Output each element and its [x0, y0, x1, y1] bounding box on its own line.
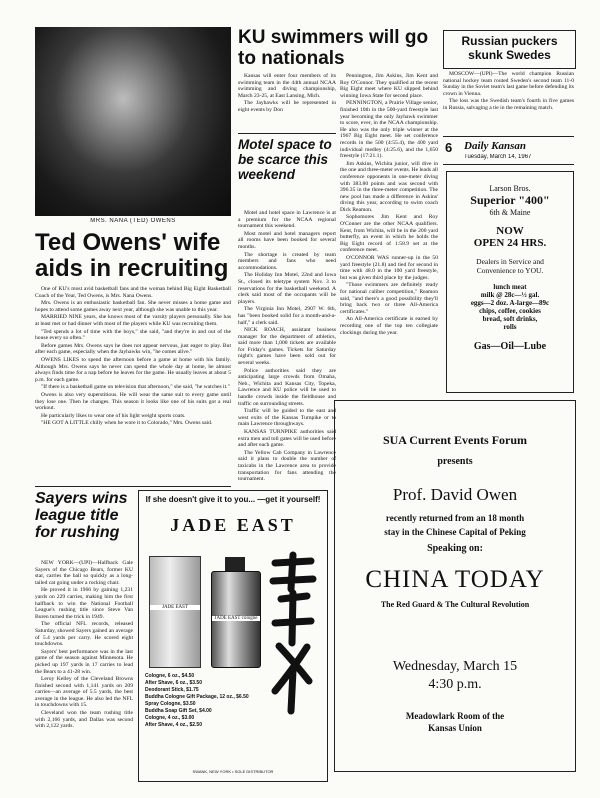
- russian-headline-box: [443, 30, 576, 69]
- larson-line: Larson Bros.: [489, 184, 531, 193]
- motel-para: The Holiday Inn Motel, 22nd and Iowa St., closed its teletype system Nov. 3 to reservations for the basketball weekend. A clerk said most of the occupants will be players.: [238, 272, 336, 305]
- photo-caption: MRS. NANA (TED) OWENS: [90, 218, 176, 224]
- motel-para: The shortage is created by team members and fans who need accommodations.: [238, 251, 336, 271]
- sayers-article: [35, 560, 133, 775]
- swimmers-para: Sophomores Jim Kent and Roy O'Conner are the other NCAA qualifiers. Kent, from Wichita, will be in the 200 yard butterfly, an event in which he holds the Big Eight record of 1:58.9 set at the conference meet.: [340, 214, 438, 254]
- owens-article: [35, 286, 231, 478]
- owens-para: One of KU's most avid basketball fans and the woman behind Big Eight Basketball Coach of the Year, Ted Owens, is Mrs. Nana Owens.: [35, 286, 231, 299]
- forum-line: SUA Current Events Forum: [382, 433, 528, 447]
- motel-para: The Virginia Inn Motel, 2907 W. 6th, has "been booked solid for a month-and-a-half," a clerk said.: [238, 306, 336, 326]
- owens-headline: Ted Owens' wife aids in recruiting: [35, 230, 229, 282]
- owens-para: OWENS LIKES to spend the afternoon before a game at home with his family. Although Mrs. Owens says he never can spend the whole day at home, he almost always finds time for a nap before he leaves for the game. He usually leaves at about 5 p.m. for each game.: [35, 356, 231, 383]
- sayers-para: Leroy Kelley of the Cleveland Browns finished second with 1,141 yards on 209 carries—an average of 5.5 yards, the best average in the league. He also led the NFL in touchdowns with 15.: [35, 676, 133, 709]
- larson-line: bread, soft drinks,: [482, 315, 538, 323]
- owens-para: He particularly likes to wear one of his light weight sports coats.: [41, 412, 186, 419]
- price-item: Spray Cologne, $3.50: [145, 701, 196, 707]
- forum-line: Speaking on:: [427, 543, 483, 554]
- bottle-label: [212, 616, 260, 621]
- forum-line: recently returned from an 18 month: [385, 513, 525, 523]
- motel-para: KANSAS TURNPIKE authorities said extra men and toll gates will be used before and after each game.: [238, 429, 336, 449]
- cologne-box: [149, 556, 201, 668]
- swimmers-col1: [238, 73, 336, 133]
- jade-prices: [145, 673, 265, 729]
- bottle-label-sub: cologne: [241, 616, 258, 621]
- russian-headline: Russian puckers skunk Swedes: [461, 34, 558, 62]
- price-item: Buddha Cologne Gift Package, 12 oz., $6.50: [145, 694, 249, 700]
- owens-para: Owens is also very superstitious. He will wear the same suit to every game until they lose one. Then he changes. This season it looks like one of his suits got a real workout.: [35, 391, 231, 412]
- divider: [238, 133, 336, 134]
- price-item: Cologne, 4 oz., $3.00: [145, 715, 195, 721]
- forum-line: Meadowlark Room of the: [405, 711, 505, 721]
- forum-line: CHINA TODAY: [365, 566, 545, 593]
- owens-para: Mrs. Owens is an enthusiastic basketball fan. She never misses a home game and hopes to attend some games away next year, although she was unable to this year.: [35, 300, 231, 313]
- owens-para: MARRIED NINE years, she knows most of the varsity players personally. She has at least met or had dinner with most of the players while KU was recruiting them.: [35, 314, 231, 327]
- larson-line: NOW: [496, 225, 524, 237]
- masthead-date: Tuesday, March 14, 1967: [464, 154, 532, 160]
- jade-tagline: If she doesn't give it to you... —get it yourself!: [145, 495, 321, 504]
- owens-photo: [35, 27, 231, 216]
- motel-para: Traffic will be guided to the east and west exits of the Kansas Turnpike or to main Lawrence throughways.: [238, 408, 336, 428]
- owens-para: "Ted spends a lot of time with the boys," she said, "and they're in and out of the house every so often.": [35, 328, 231, 342]
- motel-para: NICK ROACH, assistant business manager for the department of athletics, said more than 1,000 tickets are available for Friday's games. Tickets for Saturday night's games have been sold out for several weeks.: [238, 327, 336, 367]
- forum-line: The Red Guard & The Cultural Revolution: [380, 600, 530, 609]
- motel-para: Most motel and hotel managers report all rooms have been booked for several months.: [238, 230, 336, 250]
- swimmers-para: An All-America certificate is earned by recording one of the top ten collegiate clockings during the year.: [340, 316, 438, 336]
- motel-article: [238, 210, 336, 490]
- price-item: After Shave, 6 oz., $3.50: [145, 680, 202, 686]
- sayers-para: Cleveland won the team rushing title with 2,166 yards, and Dallas was second with 2,122 yards.: [35, 710, 133, 730]
- larson-ad: [446, 171, 574, 393]
- owens-para: Before games Mrs. Owens says he does not appear nervous, just eager to play. But after each game, especially when the Jayhawks win, "he comes alive.": [35, 342, 231, 356]
- sayers-para: He proved it in 1966 by gaining 1,231 yards on 229 carries, making him the first halfback to win the National Football League's rushing title since Steve Van Buren turned the trick in 1949.: [35, 587, 133, 620]
- masthead-name: Daily Kansan: [464, 140, 527, 152]
- swimmers-para: O'CONNOR WAS runner-up in the 50 yard freestyle (21.8) and tied for second in time with 48.0 in the 100 yard freestyle, but was given third place by the judges.: [340, 255, 438, 281]
- sayers-para: Sayers' best performance was in the last game of the season against Minnesota. He picked up 197 yards in 17 carries to lead the Bears to a 41-28 win.: [35, 648, 133, 675]
- calligraphy-graphic: [267, 551, 319, 716]
- larson-line: eggs—2 doz. A-large—89c: [470, 299, 550, 307]
- forum-line: 4:30 p.m.: [428, 677, 482, 692]
- larson-line: Superior "400": [470, 193, 550, 207]
- cologne-box-label: JADE EAST: [150, 605, 200, 610]
- price-item: Deodorant Stick, $1.75: [145, 687, 199, 693]
- larson-line: 6th & Maine: [489, 208, 531, 217]
- bottle-cap: [225, 557, 245, 571]
- divider: [35, 486, 231, 487]
- larson-line: chips, coffee, cookies: [479, 307, 541, 315]
- swimmers-para: Kansas will enter four members of its swimming team in the 44th annual NCAA swimming and diving championship, March 23-25, at East Lansing, Mich.: [238, 73, 336, 99]
- forum-line: Wednesday, March 15: [392, 659, 518, 674]
- larson-line: milk @ 28c—½ gal.: [480, 291, 540, 299]
- sayers-headline: Sayers wins league title for rushing: [35, 490, 128, 541]
- sayers-para: The official NFL records, released Saturday, showed Sayers gained an average of 5.4 yards per carry. He scored eight touchdowns.: [35, 621, 133, 648]
- larson-line: rolls: [503, 323, 517, 331]
- russian-article: [443, 71, 574, 129]
- larson-line: Gas—Oil—Lube: [473, 341, 547, 352]
- sayers-para: NEW YORK—(UPI)—Halfback Gale Sayers of the Chicago Bears, former KU star, carries the ball so quickly as a long-tailed cat going under a rocking chair.: [35, 560, 133, 586]
- larson-line: OPEN 24 HRS.: [473, 237, 547, 249]
- larson-line: lunch meat: [493, 283, 527, 291]
- russian-para: The loss was the Swedish team's fourth in five games in Russia, salvaging a tie in the remaining match.: [443, 98, 574, 111]
- swimmers-para: Pennington, Jim Askins, Jim Kent and Roy O'Connor. They qualified at the recent Big Eight meet where KU slipped behind winning Iowa State for second place.: [340, 73, 438, 99]
- jade-distributor: SWANK, NEW YORK • SOLE DISTRIBUTOR: [192, 769, 274, 774]
- owens-para: "HE GOT A LITTLE chilly when he wore it to Colorado," Mrs. Owens said.: [41, 420, 213, 427]
- price-item: After Shave, 4 oz., $2.50: [145, 722, 202, 728]
- chinese-calligraphy: [267, 551, 319, 716]
- swimmers-para: PENNINGTON, a Prairie Village senior, finished 10th in the 500-yard freestyle last year becoming the only Jayhawk swimmer to score, ever, in the NCAA championship. He also was the only triple winner at the 1967 Big Eight meet. He set conference records in the 500 (4:55.4), the 400 yard individual medley (4:25.6), and the 1,650 freestyle (17:21.1).: [340, 100, 438, 160]
- cologne-bottle: [211, 571, 261, 668]
- divider: [443, 136, 574, 137]
- motel-headline: Motel space to be scarce this weekend: [238, 137, 332, 182]
- forum-line: Kansas Union: [428, 723, 482, 733]
- sua-forum-ad: [334, 400, 576, 772]
- price-item: Buddha Soap Gift Set, $4.00: [145, 708, 212, 714]
- jade-east-ad: [138, 490, 328, 782]
- swimmers-para: Jim Askins, Wichita junior, will dive in the one and three-meter events. He leads all conference opponents in one-meter diving with 383.80 points and was second with 396.35 in the three-meter competition. The new pool has made a difference in Askins' diving this year, according to swim coach Dick Reamon.: [340, 160, 438, 213]
- motel-para: Police authorities said they are anticipating large crowds from Omaha, Neb., Wichita and Kansas City, Topeka, Lawrence and KU police will be used to handle crowds inside the fieldhouse and traffic on surrounding streets.: [238, 367, 336, 407]
- larson-line: Convenience to YOU.: [476, 266, 544, 275]
- motel-para: The Yellow Cab Company in Lawrence said it plans to double the number of taxicabs in the Lawrence area to provide transportation for fans attending the tournament.: [238, 449, 336, 483]
- owens-para: "If there is a basketball game on television that afternoon," she said, "he watches it.": [41, 384, 230, 391]
- swimmers-para: "Those swimmers are definitely ready for national caliber competition," Reamon said, "and there's a good possibility they'll bring back two or three All-America certificates.": [340, 282, 438, 315]
- page-number: 6: [445, 140, 453, 155]
- swimmers-para: The Jayhawks will be represented in eight events by Don: [238, 100, 336, 113]
- forum-line: stay in the Chinese Capital of Peking: [384, 527, 526, 537]
- forum-line: presents: [437, 456, 473, 467]
- larson-line: Dealers in Service and: [476, 257, 544, 266]
- swimmers-headline: KU swimmers will go to nationals: [238, 27, 429, 69]
- russian-para: MOSCOW—(UPI)—The world champion Russian national hockey team routed Sweden's second team 11-0 Sunday in the Soviet team's last game before defending its crown in Vienna.: [443, 71, 574, 97]
- bottle-label-brand: JADE EAST: [214, 616, 241, 621]
- jade-brand: JADE EAST: [170, 515, 296, 535]
- motel-para: Motel and hotel space in Lawrence is at a premium for the NCAA regional tournament this weekend.: [238, 210, 336, 230]
- forum-line: Prof. David Owen: [392, 485, 518, 504]
- divider: [443, 164, 574, 165]
- price-item: Cologne, 6 oz., $4.50: [145, 673, 195, 679]
